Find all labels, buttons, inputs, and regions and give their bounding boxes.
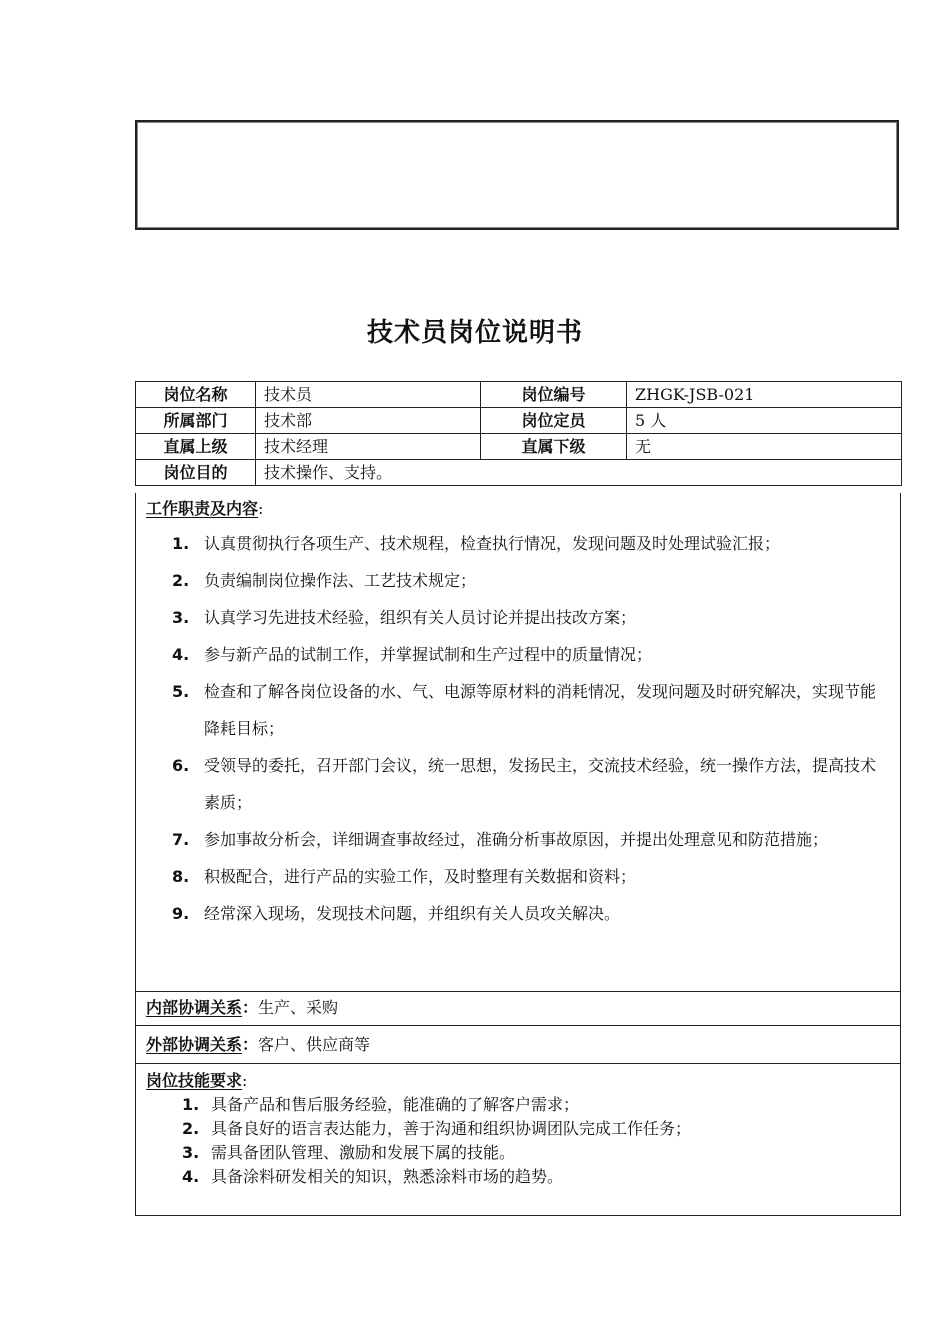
item-number: 2. — [182, 1119, 200, 1138]
skills-heading-line — [146, 1068, 890, 1091]
list-item — [146, 636, 890, 673]
list-item — [146, 673, 890, 747]
skills-heading: 岗位技能要求 — [146, 1071, 243, 1090]
duties-heading-colon: : — [258, 499, 264, 518]
department-value: 技术部 — [256, 408, 481, 434]
headcount-label: 岗位定员 — [481, 408, 627, 434]
purpose-value: 技术操作、支持。 — [256, 460, 902, 486]
item-number: 9. — [172, 904, 190, 923]
department-label: 所属部门 — [136, 408, 256, 434]
item-text: 参与新产品的试制工作，并掌握试制和生产过程中的质量情况； — [204, 645, 653, 664]
table-row — [136, 460, 902, 486]
item-number: 4. — [182, 1167, 200, 1186]
list-item — [146, 821, 890, 858]
item-text: 具备良好的语言表达能力，善于沟通和组织协调团队完成工作任务； — [211, 1119, 692, 1138]
skills-heading-colon: : — [242, 1071, 248, 1090]
table-row — [136, 434, 902, 460]
duties-heading: 工作职责及内容 — [146, 499, 259, 518]
list-item — [146, 599, 890, 636]
list-item — [146, 1141, 890, 1165]
purpose-label: 岗位目的 — [136, 460, 256, 486]
document-title: 技术员岗位说明书 — [366, 318, 583, 348]
item-number: 7. — [172, 830, 190, 849]
duties-heading-line — [146, 496, 890, 519]
position-info-table — [135, 381, 902, 486]
item-text: 具备涂料研发相关的知识，熟悉涂料市场的趋势。 — [211, 1167, 564, 1186]
item-number: 2. — [172, 571, 190, 590]
item-text: 经常深入现场，发现技术问题，并组织有关人员攻关解决。 — [204, 904, 621, 923]
list-item — [146, 1117, 890, 1141]
item-text: 需具备团队管理、激励和发展下属的技能。 — [211, 1143, 516, 1162]
item-number: 6. — [172, 756, 190, 775]
headcount-value: 5 人 — [627, 408, 902, 434]
internal-coordination-label: 内部协调关系 — [146, 998, 243, 1017]
item-number: 5. — [172, 682, 190, 701]
item-text: 检查和了解各岗位设备的水、气、电源等原材料的消耗情况，发现问题及时研究解决，实现节能降耗目标； — [204, 682, 877, 738]
internal-coordination-value: 生产、采购 — [258, 998, 339, 1017]
external-coordination-value: 客户、供应商等 — [258, 1035, 371, 1054]
list-item — [146, 1093, 890, 1117]
position-name-label: 岗位名称 — [136, 382, 256, 408]
internal-coordination — [135, 992, 901, 1026]
item-text: 负责编制岗位操作法、工艺技术规定； — [204, 571, 477, 590]
list-item — [146, 747, 890, 821]
external-coordination-colon: ： — [242, 1035, 259, 1054]
item-text: 认真贯彻执行各项生产、技术规程，检查执行情况，发现问题及时处理试验汇报； — [204, 534, 781, 553]
item-text: 积极配合，进行产品的实验工作，及时整理有关数据和资料； — [204, 867, 637, 886]
item-number: 3. — [172, 608, 190, 627]
item-text: 受领导的委托，召开部门会议，统一思想，发扬民主，交流技术经验，统一操作方法，提高技术素质； — [204, 756, 877, 812]
position-name-value: 技术员 — [256, 382, 481, 408]
duties-list — [146, 525, 890, 932]
table-row — [136, 408, 902, 434]
item-number: 8. — [172, 867, 190, 886]
subordinate-value: 无 — [627, 434, 902, 460]
external-coordination-label: 外部协调关系 — [146, 1035, 243, 1054]
skills-list — [146, 1093, 890, 1189]
item-text: 参加事故分析会，详细调查事故经过，准确分析事故原因，并提出处理意见和防范措施； — [204, 830, 829, 849]
position-code-label: 岗位编号 — [481, 382, 627, 408]
header-box — [135, 120, 899, 230]
item-number: 1. — [182, 1095, 200, 1114]
internal-coordination-colon: ： — [242, 998, 259, 1017]
subordinate-label: 直属下级 — [481, 434, 627, 460]
item-text: 认真学习先进技术经验，组织有关人员讨论并提出技改方案； — [204, 608, 637, 627]
superior-label: 直属上级 — [136, 434, 256, 460]
skills-section — [135, 1064, 901, 1216]
item-text: 具备产品和售后服务经验，能准确的了解客户需求； — [211, 1095, 580, 1114]
list-item — [146, 525, 890, 562]
item-number: 4. — [172, 645, 190, 664]
duties-section — [135, 493, 901, 992]
external-coordination — [135, 1026, 901, 1064]
position-code-value: ZHGK-JSB-021 — [627, 382, 902, 408]
item-number: 3. — [182, 1143, 200, 1162]
list-item — [146, 895, 890, 932]
list-item — [146, 1165, 890, 1189]
superior-value: 技术经理 — [256, 434, 481, 460]
table-row — [136, 382, 902, 408]
list-item — [146, 562, 890, 599]
list-item — [146, 858, 890, 895]
item-number: 1. — [172, 534, 190, 553]
